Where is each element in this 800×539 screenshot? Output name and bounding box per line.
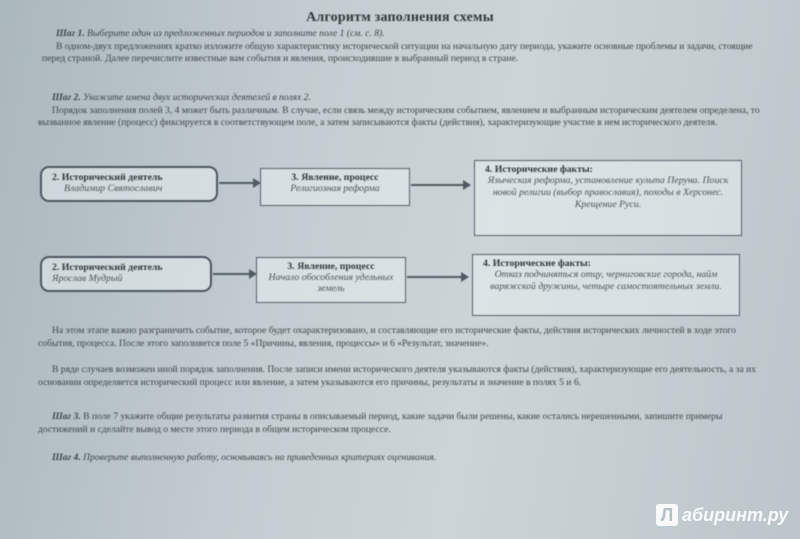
- step3-paragraph: [38, 411, 766, 436]
- row2-facts-value: Отказ подчиняться отцу, черниговские города, найм варяжской дружины, четыре самостоятельных земли.: [490, 269, 722, 292]
- step2-heading: Укажите имена двух исторических деятелей в полях 2.: [80, 92, 311, 103]
- step2-body: Порядок заполнения полей 3, 4 может быть различным. В случае, если связь между историческим событием, явлением и выбранным историческим деятелем определена, то вызванное явление (процесс) фиксируется в соответствующем поле, а затем записываются факты (действия), характеризующие участие в нем исторического деятеля.: [38, 104, 760, 128]
- row1-process-box: [260, 168, 410, 206]
- row1-process-value: Религиозная реформа: [290, 183, 380, 194]
- step3-body: В поле 7 укажите общие результаты развития страны в описываемый период, какие задачи были решены, какие остались нерешенными, запишите примеры достижений и сделайте вывод о месте этого периода в общем историческом процессе.: [38, 411, 723, 435]
- labirint-watermark: [656, 504, 788, 526]
- alternative-order-paragraph: [38, 364, 766, 389]
- row1-figure-title: 2. Исторический деятель: [52, 172, 163, 183]
- step2-label: Шаг 2.: [52, 92, 81, 103]
- step4-label: Шаг 4.: [52, 452, 81, 463]
- row2-facts-box: [472, 254, 740, 316]
- explanation-paragraph: [38, 325, 766, 350]
- row2-process-box: [256, 257, 406, 303]
- row1-figure-name: Владимир Святославич: [64, 183, 163, 194]
- page-title: Алгоритм заполнения схемы: [306, 10, 494, 25]
- row2-figure-box: [40, 256, 212, 292]
- row2-process-value: Начало обособления удельных земель: [268, 272, 394, 294]
- row1-figure-box: [40, 166, 218, 202]
- row2-figure-name: Ярослав Мудрый: [52, 273, 123, 284]
- watermark-text: абиринт.ру: [682, 504, 789, 525]
- step3-label: Шаг 3.: [52, 411, 81, 422]
- step4-body: Проверьте выполненную работу, основываясь на приведенных критериях оценивания.: [80, 452, 437, 463]
- step2-paragraph: [38, 92, 762, 130]
- row1-facts-title: 4. Исторические факты:: [485, 164, 593, 175]
- row1-facts-value: Языческая реформа, установление культа Перуна. Поиск новой религии (выбор православия), походы в Херсонес. Крещение Руси.: [487, 175, 729, 210]
- step1-body: В одном-двух предложениях кратко изложите общую характеристику исторической ситуации на начальную дату периода, укажите основные проблемы и задачи, стоящие перед страной. Далее перечислите известные вам события и явления, происходившие в выбранный период в стране.: [42, 40, 753, 64]
- step1-heading: Выберите один из предложенных периодов и заполните поле 1 (см. с. 8).: [84, 28, 385, 39]
- step4-paragraph: [38, 452, 766, 465]
- row1-arrow-1: [219, 182, 259, 184]
- row2-facts-title: 4. Исторические факты:: [483, 258, 591, 269]
- labirint-logo-icon: Л: [656, 504, 678, 526]
- step1-paragraph: [42, 28, 762, 66]
- row2-figure-title: 2. Исторический деятель: [52, 262, 163, 273]
- step1-label: Шаг 1.: [56, 28, 85, 39]
- row1-facts-box: [474, 160, 742, 236]
- row2-arrow-2: [407, 276, 467, 278]
- row1-process-title: 3. Явление, процесс: [291, 172, 379, 183]
- row2-arrow-1: [213, 273, 255, 275]
- row2-process-title: 3. Явление, процесс: [287, 261, 375, 272]
- explanation-text: На этом этапе важно разграничить событие, которое будет охарактеризовано, и составляющие его исторические факты, действия исторических личностей в ходе этого события, процесса. После этого заполняется поле 5 «Причины, явления, процессы» и 6 «Результат, значение».: [38, 325, 736, 349]
- alternative-order-text: В ряде случаев возможен иной порядок заполнения. После записи имени исторического деятеля указываются факты (действия), характеризующие его деятельность, а за их основании определяется исторический процесс или явление, а затем указываются его причины, результаты и значение в полях 5 и 6.: [38, 364, 757, 388]
- row1-arrow-2: [411, 184, 469, 186]
